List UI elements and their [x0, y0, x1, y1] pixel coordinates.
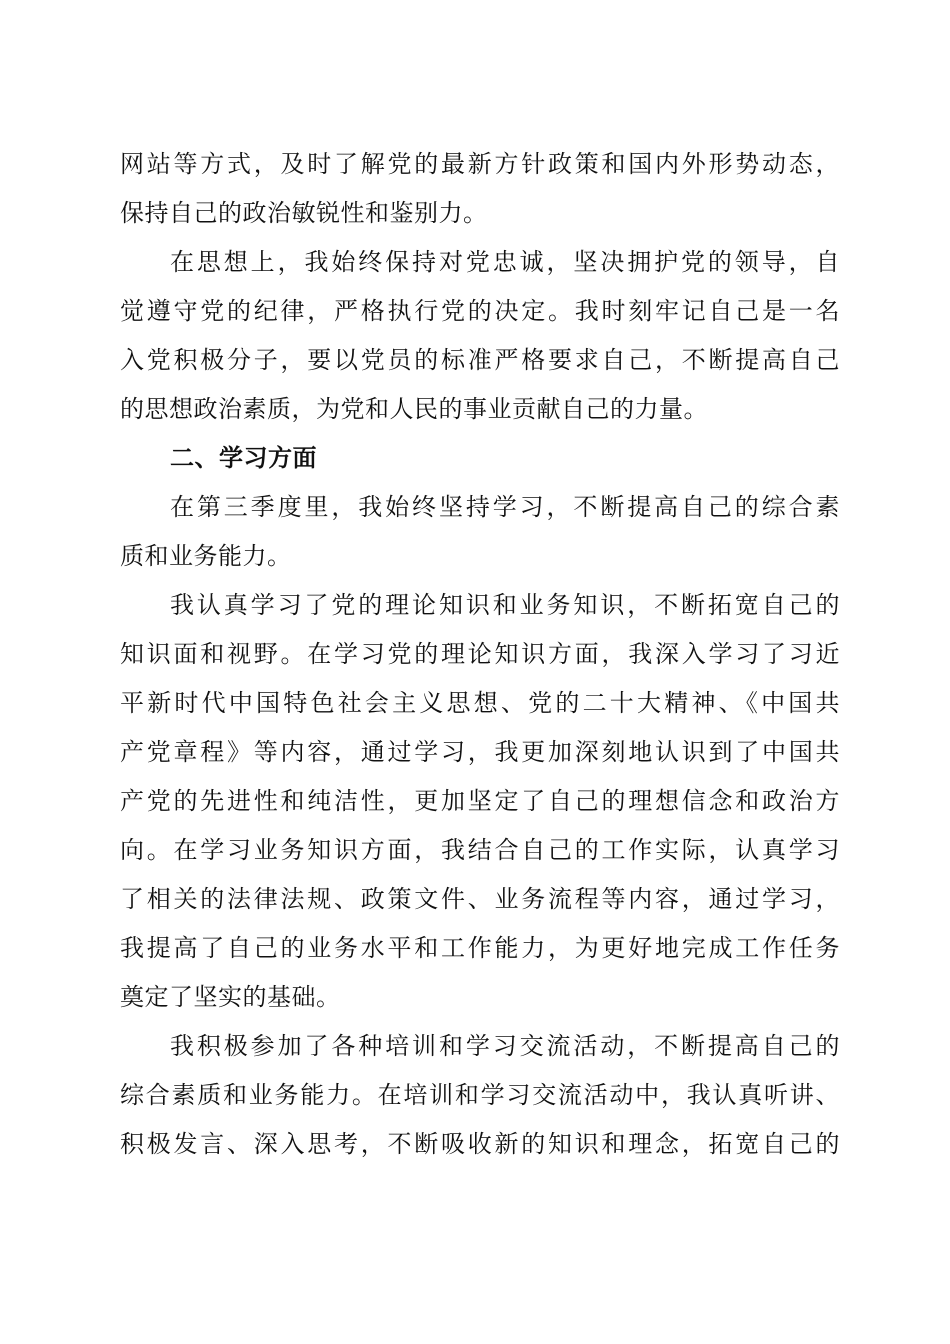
text-line: 我积极参加了各种培训和学习交流活动，不断提高自己的	[170, 1032, 840, 1060]
text-line: 我认真学习了党的理论知识和业务知识，不断拓宽自己的	[170, 591, 840, 619]
paragraph-study-intro	[120, 483, 840, 581]
text-line: 产党的先进性和纯洁性，更加坚定了自己的理想信念和政治方	[120, 787, 840, 815]
text-line: 向。在学习业务知识方面，我结合自己的工作实际，认真学习	[120, 836, 840, 864]
document-body	[120, 140, 840, 1169]
text-line: 知识面和视野。在学习党的理论知识方面，我深入学习了习近	[120, 640, 840, 668]
text-line: 保持自己的政治敏锐性和鉴别力。	[120, 199, 488, 227]
text-line: 了相关的法律法规、政策文件、业务流程等内容，通过学习，	[120, 885, 840, 913]
text-line: 平新时代中国特色社会主义思想、党的二十大精神、《中国共	[120, 689, 840, 717]
text-line: 在第三季度里，我始终坚持学习，不断提高自己的综合素	[170, 493, 840, 521]
text-line: 网站等方式，及时了解党的最新方针政策和国内外形势动态，	[120, 150, 840, 178]
paragraph-thought	[120, 238, 840, 434]
text-line: 奠定了坚实的基础。	[120, 983, 341, 1011]
paragraph-continuation	[120, 140, 840, 238]
section-heading	[120, 434, 840, 483]
text-line: 积极发言、深入思考，不断吸收新的知识和理念，拓宽自己的	[120, 1130, 840, 1158]
text-line: 我提高了自己的业务水平和工作能力，为更好地完成工作任务	[120, 934, 840, 962]
paragraph-study-training	[120, 1022, 840, 1169]
text-line: 入党积极分子，要以党员的标准严格要求自己，不断提高自己	[120, 346, 840, 374]
text-line: 综合素质和业务能力。在培训和学习交流活动中，我认真听讲、	[120, 1081, 840, 1109]
text-line: 质和业务能力。	[120, 542, 292, 570]
paragraph-study-theory	[120, 581, 840, 1022]
text-line: 觉遵守党的纪律，严格执行党的决定。我时刻牢记自己是一名	[120, 297, 840, 325]
text-line: 的思想政治素质，为党和人民的事业贡献自己的力量。	[120, 395, 708, 423]
heading-study: 二、学习方面	[170, 444, 317, 472]
text-line: 在思想上，我始终保持对党忠诚，坚决拥护党的领导，自	[170, 248, 840, 276]
text-line: 产党章程》等内容，通过学习，我更加深刻地认识到了中国共	[120, 738, 840, 766]
